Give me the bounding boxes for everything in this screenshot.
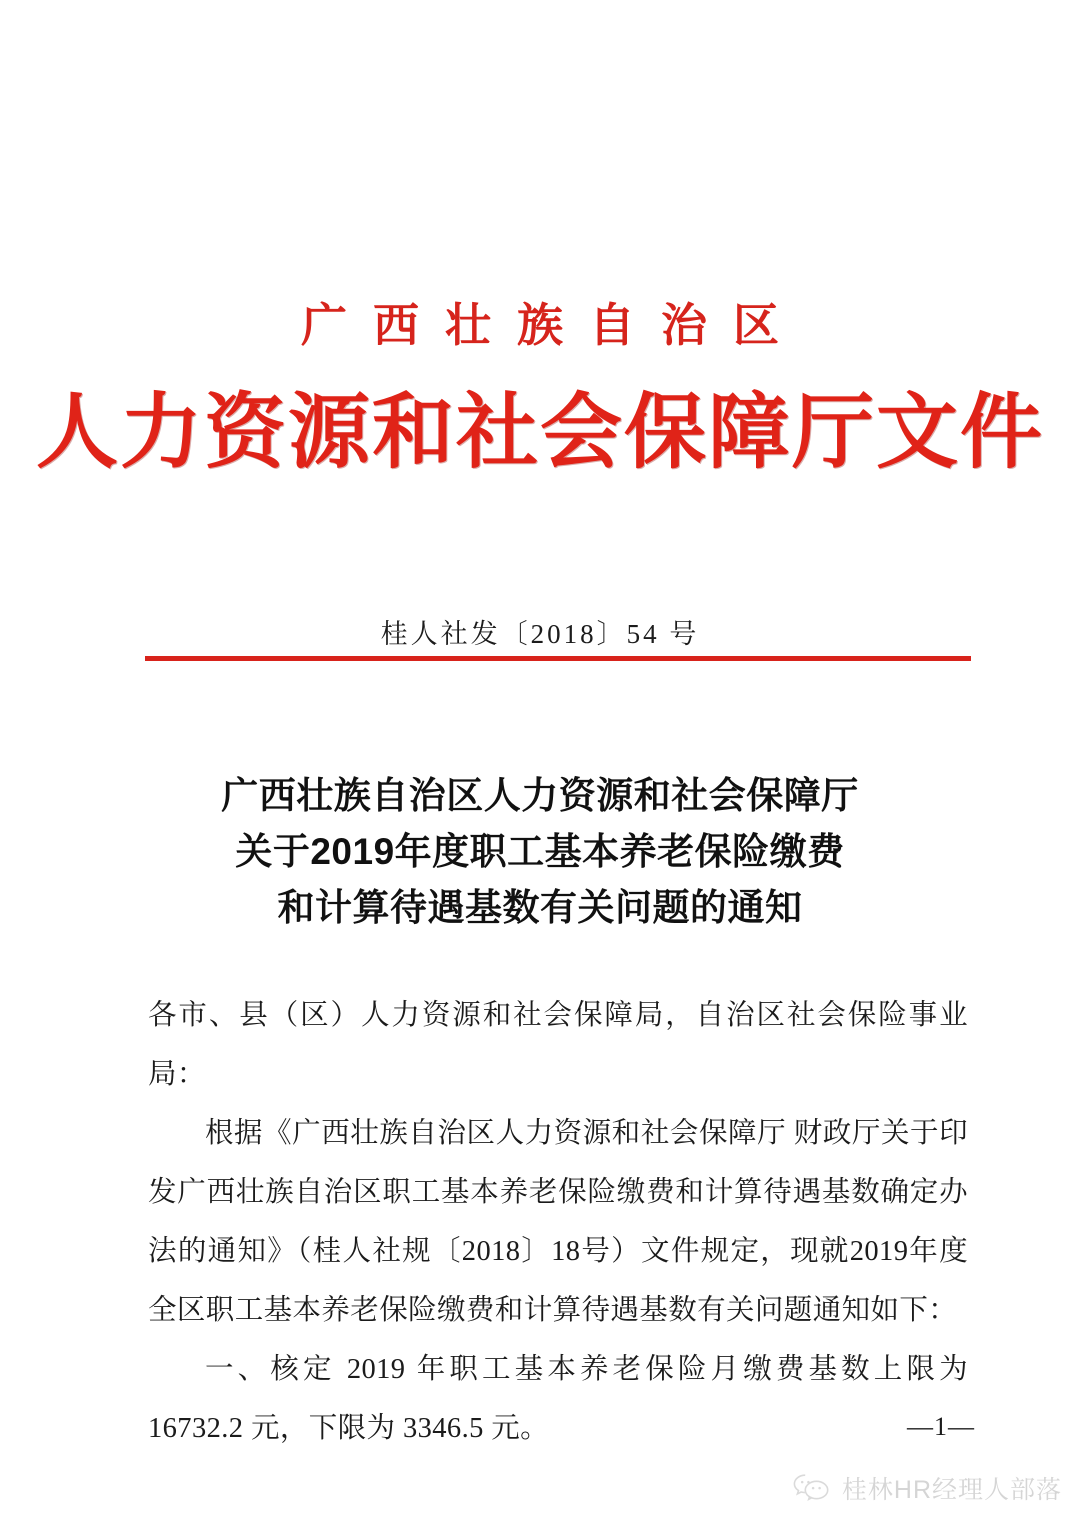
document-body [148, 986, 968, 1458]
document-number: 桂人社发〔2018〕54 号 [380, 619, 700, 649]
masthead-issuer-region: 广西壮族自治区 [301, 299, 805, 351]
masthead [0, 300, 1080, 478]
page-title [110, 768, 970, 937]
masthead-issuer-department: 人力资源和社会保障厅文件 [35, 386, 1044, 478]
body-paragraph-1: 根据《广西壮族自治区人力资源和社会保障厅 财政厅关于印发广西壮族自治区职工基本养老保险缴费和计算待遇基数确定办法的通知》（桂人社规〔2018〕18号）文件规定，现就2019年度全区职工基本养老保险缴费和计算待遇基数有关问题通知如下： [148, 1118, 968, 1326]
body-salutation: 各市、县（区）人力资源和社会保障局，自治区社会保险事业局： [148, 1000, 968, 1090]
page-title-line-3: 和计算待遇基数有关问题的通知 [277, 887, 803, 929]
watermark [792, 1470, 1062, 1506]
body-paragraph-2: 一、核定 2019 年职工基本养老保险月缴费基数上限为 16732.2 元，下限为 3346.5 元。 [148, 1354, 968, 1444]
page-title-line-1: 广西壮族自治区人力资源和社会保障厅 [221, 775, 859, 816]
page-number: —1— [907, 1412, 975, 1441]
red-divider-rule [145, 656, 971, 661]
page-title-line-2: 关于2019年度职工基本养老保险缴费 [235, 831, 845, 873]
wechat-icon [792, 1472, 832, 1504]
watermark-label: 桂林HR经理人部落 [841, 1476, 1062, 1504]
